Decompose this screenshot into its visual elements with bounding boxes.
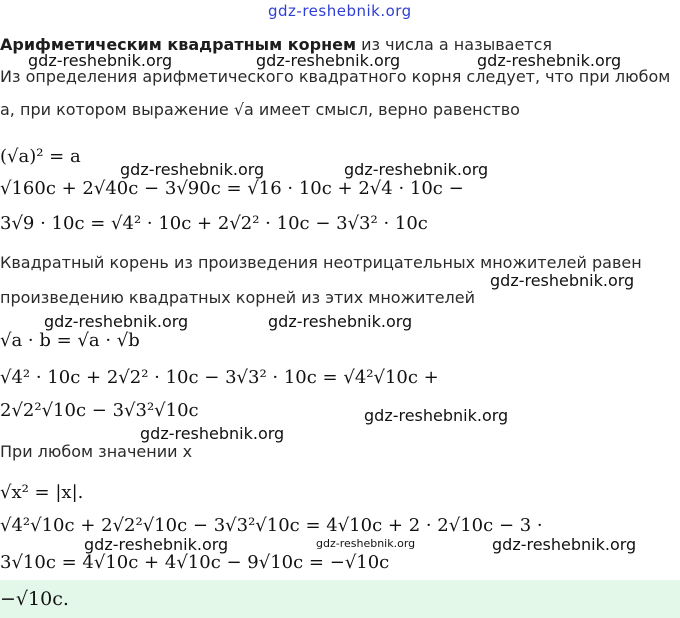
formula-expansion-1: √160c + 2√40c − 3√90c = √16 · 10c + 2√4 · 10c − (0, 178, 464, 199)
answer-highlight (0, 580, 680, 618)
paragraph-line: Из определения арифметического квадратного корня следует, что при любом (0, 67, 671, 86)
paragraph-line: произведению квадратных корней из этих множителей (0, 288, 476, 307)
watermark: gdz-reshebnik.org (44, 312, 189, 331)
formula-step-3: √4²√10c + 2√2²√10c − 3√3²√10c = 4√10c + 2 · 2√10c − 3 · (0, 515, 543, 536)
formula-step-1: √4² · 10c + 2√2² · 10c − 3√3² · 10c = √4²√10c + (0, 367, 439, 388)
paragraph-line: При любом значении x (0, 442, 193, 461)
definition-rest: из числа a называется (361, 35, 553, 54)
watermark: gdz-reshebnik.org (268, 312, 413, 331)
watermark: gdz-reshebnik.org (140, 424, 285, 443)
watermark: gdz-reshebnik.org (490, 271, 635, 290)
watermark: gdz-reshebnik.org (477, 51, 622, 70)
formula-abs-value: √x² = |x|. (0, 482, 84, 503)
formula-step-2: 2√2²√10c − 3√3²√10c (0, 400, 199, 421)
watermark: gdz-reshebnik.org (344, 160, 489, 179)
paragraph-line: Квадратный корень из произведения неотрицательных множителей равен (0, 253, 642, 272)
formula-expansion-2: 3√9 · 10c = √4² · 10c + 2√2² · 10c − 3√3² · 10c (0, 213, 428, 234)
formula-step-4: 3√10c = 4√10c + 4√10c − 9√10c = −√10c (0, 552, 390, 573)
watermark: gdz-reshebnik.org (364, 406, 509, 425)
definition-term: Арифметическим квадратным корнем (0, 35, 357, 54)
watermark: gdz-reshebnik.org (316, 537, 416, 550)
answer-value: −√10c. (0, 588, 69, 610)
watermark: gdz-reshebnik.org (492, 535, 637, 554)
formula-square-root-identity: (√a)² = a (0, 146, 81, 167)
paragraph-line: a, при котором выражение √a имеет смысл, верно равенство (0, 100, 520, 119)
watermark: gdz-reshebnik.org (28, 51, 173, 70)
watermark: gdz-reshebnik.org (84, 535, 229, 554)
formula-product-rule: √a · b = √a · √b (0, 330, 140, 351)
watermark: gdz-reshebnik.org (120, 160, 265, 179)
site-watermark: gdz-reshebnik.org (268, 2, 412, 20)
watermark: gdz-reshebnik.org (256, 51, 401, 70)
